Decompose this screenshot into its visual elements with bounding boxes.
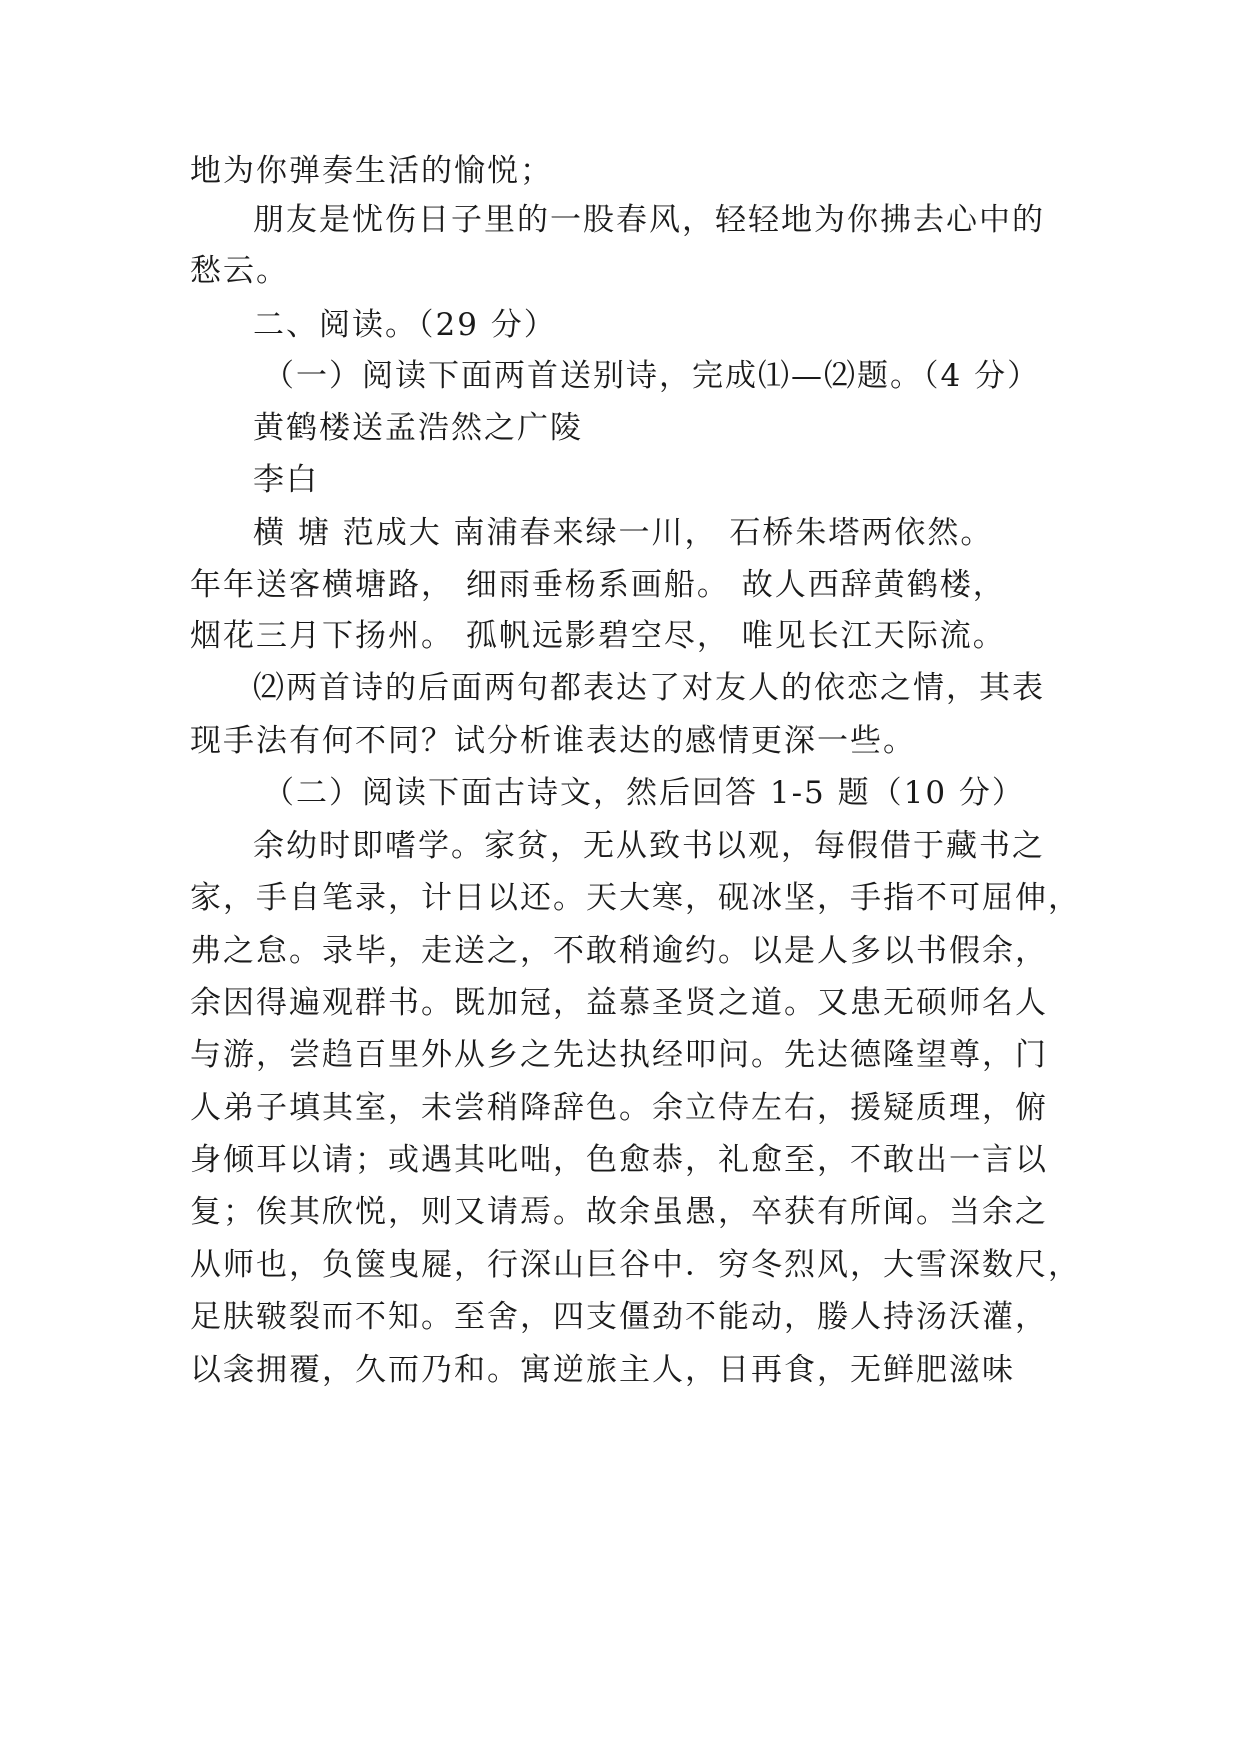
prose-line-2: 家，手自笔录，计日以还。天大寒，砚冰坚，手指不可屈伸，: [190, 880, 1081, 916]
prose-line-5: 与游，尝趋百里外从乡之先达执经叩问。先达德隆望尊，门: [190, 1037, 1048, 1073]
prose-line-8: 复；俟其欣悦，则又请焉。故余虽愚，卒获有所闻。当余之: [190, 1194, 1048, 1230]
subsection-heading-1: （一）阅读下面两首送别诗，完成⑴—⑵题。（4 分）: [263, 358, 1041, 394]
prose-line-3: 弗之怠。录毕，走送之，不敢稍逾约。以是人多以书假余，: [190, 933, 1048, 969]
poem-line-2: 年年送客横塘路， 细雨垂杨系画船。 故人西辞黄鹤楼，: [190, 567, 1006, 603]
text-line-1: 地为你弹奏生活的愉悦；: [190, 153, 553, 189]
text-line-3: 愁云。: [190, 253, 289, 289]
prose-line-4: 余因得遍观群书。既加冠，益慕圣贤之道。又患无硕师名人: [190, 985, 1048, 1021]
question-line-1: ⑵两首诗的后面两句都表达了对友人的依恋之情，其表: [253, 670, 1045, 706]
subsection-heading-2: （二）阅读下面古诗文，然后回答 1-5 题（10 分）: [263, 775, 1025, 811]
prose-line-11: 以衾拥覆，久而乃和。寓逆旅主人，日再食，无鲜肥滋味: [190, 1352, 1015, 1388]
question-line-2: 现手法有何不同？试分析谁表达的感情更深一些。: [190, 723, 916, 759]
prose-line-1: 余幼时即嗜学。家贫，无从致书以观，每假借于藏书之: [253, 828, 1045, 864]
prose-line-6: 人弟子填其室，未尝稍降辞色。余立侍左右，援疑质理，俯: [190, 1090, 1048, 1126]
poem-author: 李白: [253, 462, 319, 498]
section-heading-reading: 二、阅读。（29 分）: [253, 307, 557, 343]
poem-line-3: 烟花三月下扬州。 孤帆远影碧空尽， 唯见长江天际流。: [190, 618, 1006, 654]
poem-line-1: 横 塘 范成大 南浦春来绿一川， 石桥朱塔两依然。: [253, 515, 994, 551]
prose-line-7: 身倾耳以请；或遇其叱咄，色愈恭，礼愈至，不敢出一言以: [190, 1142, 1048, 1178]
text-line-2: 朋友是忧伤日子里的一股春风，轻轻地为你拂去心中的: [253, 202, 1045, 238]
poem-title: 黄鹤楼送孟浩然之广陵: [253, 410, 583, 446]
prose-line-10: 足肤皲裂而不知。至舍，四支僵劲不能动，媵人持汤沃灌，: [190, 1299, 1048, 1335]
prose-line-9: 从师也，负箧曳屣，行深山巨谷中．穷冬烈风，大雪深数尺，: [190, 1247, 1081, 1283]
